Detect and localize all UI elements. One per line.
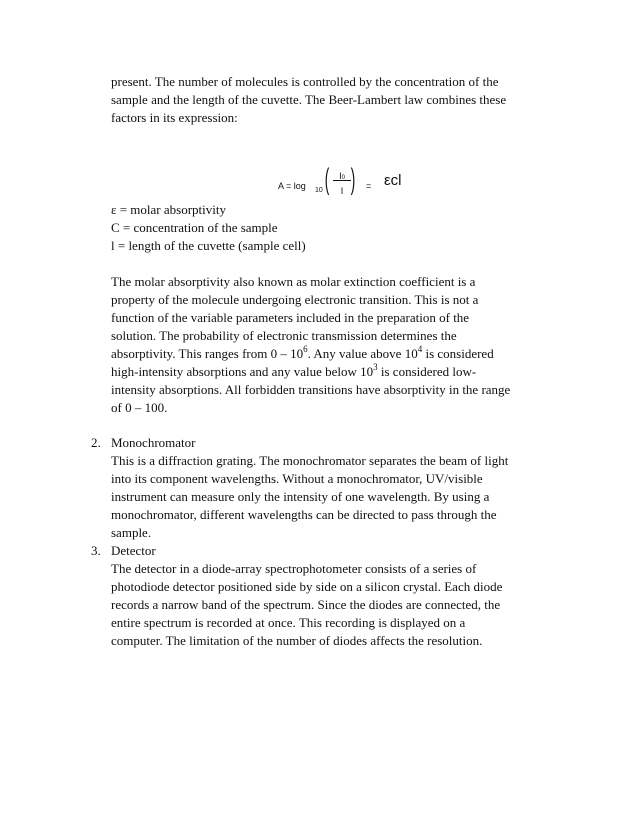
equation-lhs: A = log <box>278 181 306 191</box>
list-item-title: Detector <box>111 543 156 558</box>
definition-line: C = concentration of the sample <box>111 220 278 235</box>
fraction-numerator: I0 <box>339 171 345 181</box>
equation-equals: = <box>366 181 372 191</box>
equation-fraction <box>333 167 351 200</box>
list-item-line: computer. The limitation of the number of diodes affects the resolution. <box>111 633 483 648</box>
list-item-line: entire spectrum is recorded at once. This recording is displayed on a <box>111 615 466 630</box>
paragraph-line: The molar absorptivity also known as molar extinction coefficient is a <box>111 274 476 289</box>
list-item-line: sample. <box>111 525 152 540</box>
list-item-line: into its component wavelengths. Without a monochromator, UV/visible <box>111 471 483 486</box>
paragraph-line: of 0 – 100. <box>111 400 168 415</box>
paragraph-line: absorptivity. This ranges from $0 - 10^6$. Any value above $10^4$ is considered <box>111 343 494 361</box>
definition-line: ε = molar absorptivity <box>111 202 226 217</box>
paragraph-line: function of the variable parameters included in the preparation of the <box>111 310 470 325</box>
list-item-title: Monochromator <box>111 435 196 450</box>
list-item-line: instrument can measure only the intensity of one wavelength. By using a <box>111 489 490 504</box>
list-number: 3. <box>91 543 101 558</box>
right-paren: ) <box>350 163 356 196</box>
molar-absorptivity-paragraph <box>111 273 561 417</box>
list-item-line: records a narrow band of the spectrum. Since the diodes are connected, the <box>111 597 501 612</box>
list-item-monochromator <box>111 434 561 542</box>
equation-rhs: εcl <box>384 172 402 189</box>
definitions-list <box>111 201 561 255</box>
definition-line: l = length of the cuvette (sample cell) <box>111 238 306 253</box>
list-item-detector <box>111 542 561 650</box>
equation-log-base: 10 <box>315 187 323 194</box>
paragraph-line: high-intensity absorptions and any value below $10^3$ is considered low- <box>111 361 477 379</box>
fraction-denominator: I <box>340 186 344 196</box>
intro-paragraph <box>111 73 561 127</box>
list-item-line: The detector in a diode-array spectrophotometer consists of a series of <box>111 561 477 576</box>
list-item-line: monochromator, different wavelengths can be directed to pass through the <box>111 507 497 522</box>
list-number: 2. <box>91 435 101 450</box>
left-paren: ( <box>324 163 330 196</box>
intro-line: present. The number of molecules is controlled by the concentration of the <box>111 74 499 89</box>
intro-line: factors in its expression: <box>111 110 238 125</box>
paragraph-line: property of the molecule undergoing electronic transition. This is not a <box>111 292 479 307</box>
list-item-line: This is a diffraction grating. The monochromator separates the beam of light <box>111 453 509 468</box>
intro-line: sample and the length of the cuvette. The Beer-Lambert law combines these <box>111 92 507 107</box>
paragraph-line: intensity absorptions. All forbidden transitions have absorptivity in the range <box>111 382 511 397</box>
paragraph-line: solution. The probability of electronic transmission determines the <box>111 328 457 343</box>
list-item-line: photodiode detector positioned side by side on a silicon crystal. Each diode <box>111 579 503 594</box>
